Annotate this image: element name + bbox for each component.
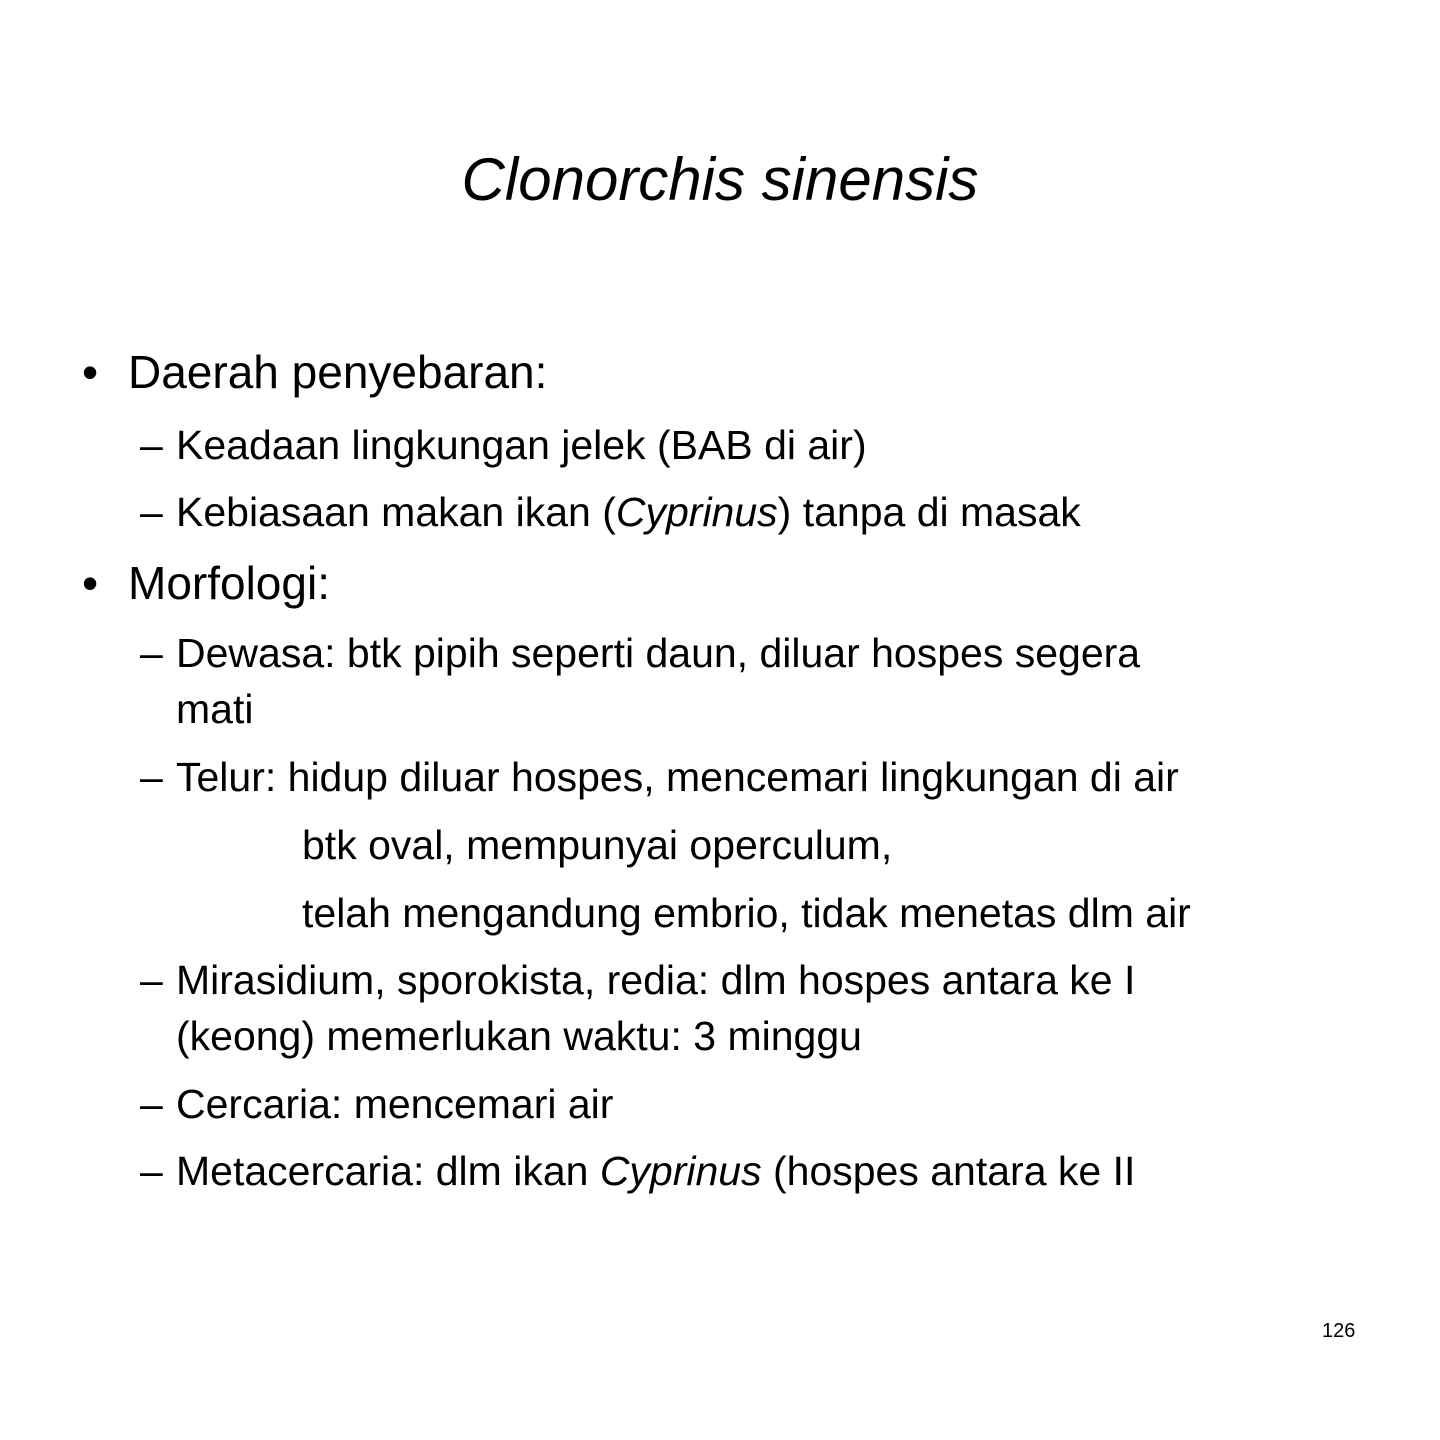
bullet-icon: • xyxy=(82,346,99,398)
dash-icon: – xyxy=(140,630,163,676)
list-item-kebiasaan-pre: Kebiasaan makan ikan ( xyxy=(176,489,616,535)
section-heading-daerah: Daerah penyebaran: xyxy=(128,346,548,398)
list-item-dewasa: Dewasa: btk pipih seperti daun, diluar hospes segera xyxy=(176,630,1141,676)
dash-icon: – xyxy=(140,489,163,535)
list-item-mirasidium-cont: (keong) memerlukan waktu: 3 minggu xyxy=(176,1013,862,1059)
page-number: 126 xyxy=(1322,1320,1356,1342)
list-item-mirasidium: Mirasidium, sporokista, redia: dlm hospes antara ke I xyxy=(176,957,1136,1003)
list-item-telur: Telur: hidup diluar hospes, mencemari lingkungan di air xyxy=(176,754,1179,800)
list-item-kebiasaan-post: ) tanpa di masak xyxy=(777,489,1081,535)
dash-icon: – xyxy=(140,422,163,468)
list-item-metacercaria-post: (hospes antara ke II xyxy=(761,1148,1136,1194)
bullet-icon: • xyxy=(82,557,99,609)
italic-cyprinus: Cyprinus xyxy=(615,489,778,535)
list-item-kebiasaan xyxy=(176,487,1081,537)
list-item-telur-cont-1: btk oval, mempunyai operculum, xyxy=(302,822,893,868)
dash-icon: – xyxy=(140,1148,163,1194)
list-item-metacercaria xyxy=(176,1146,1135,1196)
slide-title: Clonorchis sinensis xyxy=(461,146,979,213)
list-item-telur-cont-2: telah mengandung embrio, tidak menetas dlm air xyxy=(302,890,1191,936)
list-item-cercaria: Cercaria: mencemari air xyxy=(176,1081,614,1127)
list-item-dewasa-cont: mati xyxy=(176,686,254,732)
dash-icon: – xyxy=(140,957,163,1003)
list-item-metacercaria-pre: Metacercaria: dlm ikan xyxy=(176,1148,600,1194)
italic-cyprinus: Cyprinus xyxy=(599,1148,762,1194)
list-item-keadaan: Keadaan lingkungan jelek (BAB di air) xyxy=(176,422,867,468)
section-heading-morfologi: Morfologi: xyxy=(128,557,330,609)
dash-icon: – xyxy=(140,754,163,800)
dash-icon: – xyxy=(140,1081,163,1127)
